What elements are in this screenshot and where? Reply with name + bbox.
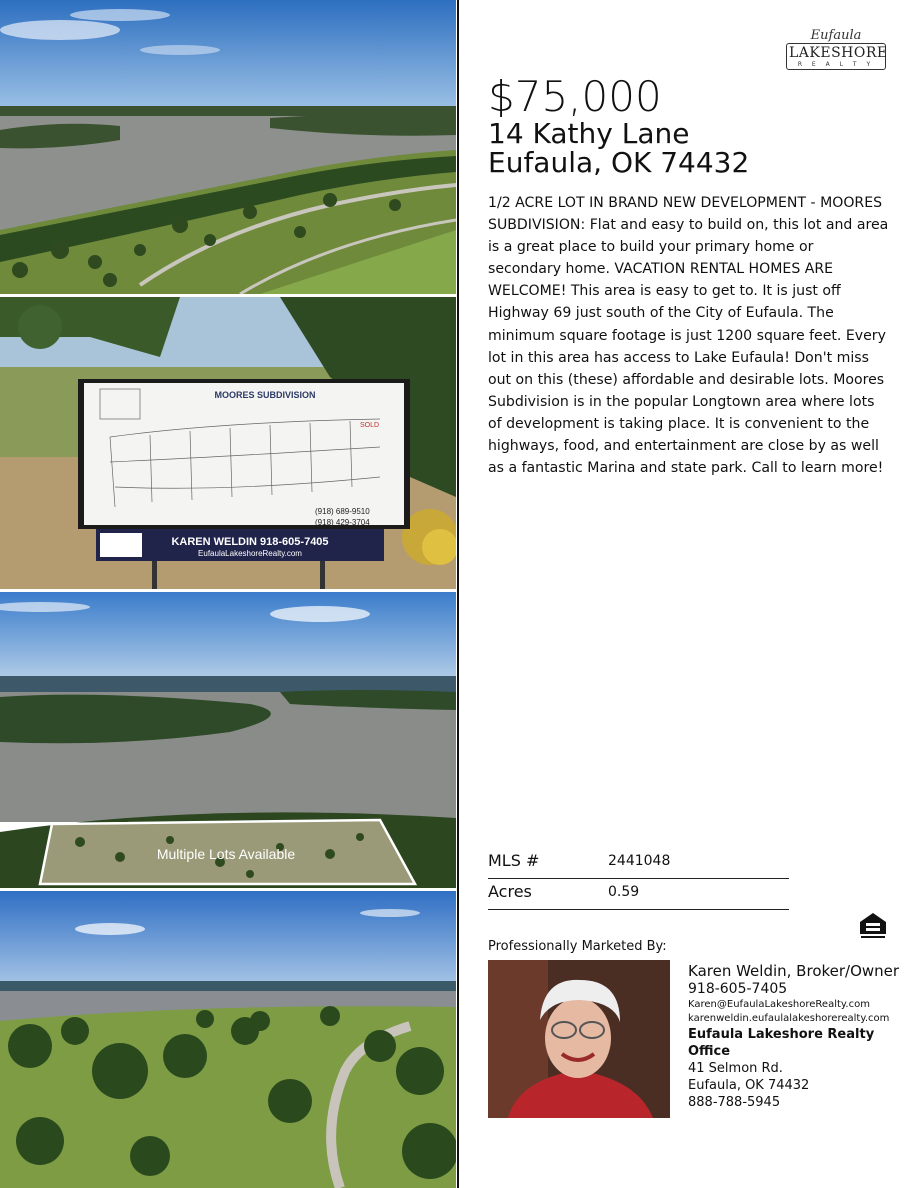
agent-portrait bbox=[488, 960, 670, 1118]
brand-logo bbox=[786, 30, 886, 74]
listing-facts bbox=[488, 848, 789, 910]
agent-website[interactable]: karenweldin.eufaulalakeshorerealty.com bbox=[688, 1013, 890, 1024]
photo-wooded-road[interactable] bbox=[0, 891, 456, 1188]
fact-label: Acres bbox=[488, 882, 532, 901]
photo-subdivision-sign[interactable] bbox=[0, 297, 456, 589]
fact-row-acres bbox=[488, 879, 789, 910]
column-divider bbox=[457, 0, 459, 1188]
listing-price: $75,000 bbox=[488, 72, 662, 121]
agent-contact bbox=[688, 962, 908, 1111]
office-phone[interactable]: 888-788-5945 bbox=[688, 1095, 781, 1110]
photo-aerial-lake[interactable] bbox=[0, 0, 456, 294]
equal-housing-opportunity-icon bbox=[858, 910, 888, 940]
fact-row-mls bbox=[488, 848, 789, 879]
logo-main: LAKESHORE bbox=[789, 45, 888, 61]
office-name: Eufaula Lakeshore Realty Office bbox=[688, 1027, 875, 1059]
agent-email[interactable]: Karen@EufaulaLakeshoreRealty.com bbox=[688, 999, 870, 1010]
sign-phone-2: (918) 429-3704 bbox=[315, 518, 370, 527]
sign-website: EufaulaLakeshoreRealty.com bbox=[198, 549, 302, 558]
marketed-by-label: Professionally Marketed By: bbox=[488, 939, 667, 954]
address-line-1: 14 Kathy Lane bbox=[488, 117, 690, 150]
fact-value: 2441048 bbox=[608, 853, 671, 869]
logo-sub: R E A L T Y bbox=[797, 61, 875, 68]
fact-label: MLS # bbox=[488, 851, 540, 870]
logo-script: Eufaula bbox=[810, 28, 862, 43]
agent-phone[interactable]: 918-605-7405 bbox=[688, 981, 788, 997]
sold-label: SOLD bbox=[360, 422, 380, 429]
sign-agent-line: KAREN WELDIN 918-605-7405 bbox=[171, 536, 329, 548]
fact-value: 0.59 bbox=[608, 884, 640, 900]
office-street: 41 Selmon Rd. bbox=[688, 1061, 783, 1076]
listing-description: 1/2 ACRE LOT IN BRAND NEW DEVELOPMENT - MOORES SUBDIVISION: Flat and easy to build on, this lot and area is a great place to build your primary home or secondary home. VACATION RENTAL HOMES ARE WELCOME! This area is easy to get to. It is just off Highway 69 just south of the City of Eufaula. The minimum square footage is just 1200 square feet. Every lot in this area has access to Lake Eufaula! Don't miss out on this (these) affordable and desirable lots. Moores Subdivision is in the popular Longtown area where lots of development is taking place. It is convenient to the highways, food, and entertainment are close by as well as a fantastic Marina and state park. Call to learn more! bbox=[488, 195, 889, 477]
sign-title: MOORES SUBDIVISION bbox=[214, 390, 316, 400]
photo-multiple-lots[interactable] bbox=[0, 592, 456, 888]
agent-name: Karen Weldin, Broker/Owner bbox=[688, 962, 900, 980]
lots-caption: Multiple Lots Available bbox=[156, 846, 296, 862]
sign-phone-1: (918) 689-9510 bbox=[315, 507, 370, 516]
photo-gallery bbox=[0, 0, 456, 1188]
office-city: Eufaula, OK 74432 bbox=[688, 1078, 810, 1093]
address-line-2: Eufaula, OK 74432 bbox=[488, 146, 750, 179]
